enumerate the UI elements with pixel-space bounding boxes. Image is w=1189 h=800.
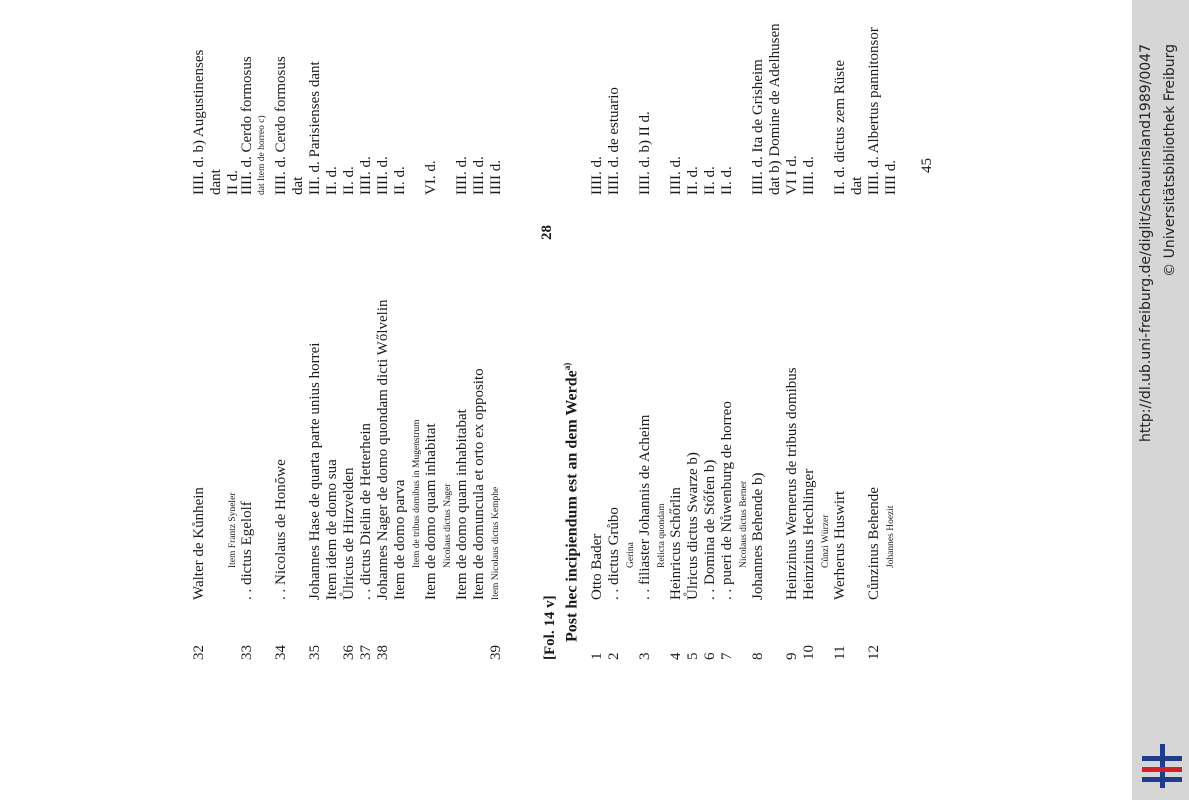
entry-amount: IIII. d. Ita de Grisheim (750, 59, 766, 195)
entry-text: Ůlricus dictus Swarze b) (685, 452, 701, 600)
entry-amount: IIII. d. (668, 156, 684, 195)
interlinear-note: Item Nicolaus dictus Kemphe (491, 486, 501, 600)
entry-amount: II. d. (341, 166, 357, 195)
entry-number: 32 (191, 645, 207, 660)
interlinear-note: Gerina (626, 542, 636, 568)
entry-amount: IIII. d. (801, 156, 817, 195)
entry-text: . . filiaster Johannis de Acheim (637, 414, 653, 600)
entry-amount: II. d. (324, 166, 340, 195)
entry-amount: IIII. d. (358, 156, 374, 195)
entry-amount: IIII. d. (589, 156, 605, 195)
entry-text: . . dictus Dielin de Hetterhein (358, 422, 374, 600)
entry-number: 38 (375, 645, 391, 660)
entry-number: 10 (801, 645, 817, 660)
entry-amount: dant (208, 169, 224, 195)
interlinear-note: Nicolaus dictus Nager (443, 483, 453, 568)
entry-amount: II. d. (719, 166, 735, 195)
folio-marker: [Fol. 14 v] (542, 595, 558, 660)
page-number: 45 (919, 158, 935, 173)
interlinear-note: Nicolaus dictus Berner (739, 480, 749, 568)
entry-number: 39 (488, 645, 504, 660)
sidebar-text (1132, 0, 1189, 800)
entry-text: Heinzinus Hechlinger (801, 468, 817, 600)
entry-text: Item de domo parva (392, 479, 408, 600)
entry-amount: dat (290, 176, 306, 195)
ub-freiburg-logo-icon[interactable] (1140, 742, 1184, 790)
entry-amount: IIII. d. b) Augustinenses (191, 49, 207, 195)
entry-number: 5 (685, 652, 701, 660)
entry-text: Ůlricus de Hirzvelden (341, 467, 357, 600)
entry-amount: IIII. d. b) II d. (637, 111, 653, 195)
entry-text: Walter de Kůnhein (191, 487, 207, 600)
entry-amount: IIII. d. Cerdo formosus (239, 56, 255, 195)
entry-text: Item idem de domo sua (324, 459, 340, 600)
entry-text: . . Nicolaus de Honŏwe (273, 459, 289, 600)
entry-amount: IIII. d. (454, 156, 470, 195)
entry-number: 36 (341, 645, 357, 660)
entry-amount: dat (849, 176, 865, 195)
entry-amount: IIII. d. (471, 156, 487, 195)
entry-amount: IIII. d. de estuario (606, 87, 622, 195)
entry-text: Heinzinus Wernerus de tribus domibus (784, 367, 800, 600)
entry-amount: IIII. d. Cerdo formosus (273, 56, 289, 195)
sidebar (1132, 0, 1189, 800)
entry-number: 4 (668, 652, 684, 660)
entry-text: Johannes Nager de domo quondam dicti Wőlvelin (375, 299, 391, 600)
entry-amount: dat Item de horreo c) (257, 115, 267, 195)
entry-number: 2 (606, 652, 622, 660)
entry-text: Johannes Hase de quarta parte unius horrei (307, 342, 323, 600)
heading-footnote-marker: a) (562, 362, 572, 371)
entry-amount: II. d. (702, 166, 718, 195)
entry-number: 7 (719, 652, 735, 660)
entry-number: 35 (307, 645, 323, 660)
entry-amount: III. d. Parisienses dant (307, 61, 323, 195)
entry-text: Werherus Huswirt (832, 490, 848, 600)
entry-amount: IIII d. (488, 160, 504, 195)
entry-text: Item de domo quam inhabitabat (454, 409, 470, 600)
entry-text: . . dictus Grůbo (606, 507, 622, 600)
entry-text: . . Domina de Stőfen b) (702, 459, 718, 600)
interlinear-note: Item de tribus domibus in Mugenstrum (412, 419, 422, 568)
entry-number: 11 (832, 645, 848, 660)
entry-number: 9 (784, 652, 800, 660)
entry-number: 1 (589, 652, 605, 660)
entry-text: Otto Bader (589, 533, 605, 600)
copyright-text: © Universitätsbibliothek Freiburg (1162, 44, 1178, 277)
source-url-link[interactable]: http://dl.ub.uni-freiburg.de/diglit/schauinsland1989/0047 (1138, 44, 1154, 442)
entry-number: 8 (750, 652, 766, 660)
entry-amount: dat b) Domine de Adelhusen (767, 23, 783, 195)
entry-number: 6 (702, 652, 718, 660)
entry-text: Cůnzinus Behende (866, 487, 882, 600)
entry-amount: VI. d. (423, 160, 439, 195)
entry-number: 3 (637, 652, 653, 660)
entry-amount: VI I d. (784, 155, 800, 195)
entry-amount: II. d. dictus zem Rüste (832, 60, 848, 195)
entry-text: Heinricus Schőrlin (668, 487, 684, 600)
section-heading: Post hec incipiendum est an dem Werde$^{a)}$ (562, 362, 581, 642)
entry-text: Item de domuncula et orto ex opposito (471, 368, 487, 600)
entry-amount: II. d. (392, 166, 408, 195)
entry-amount: II d. (225, 170, 241, 195)
interlinear-note: Relicta quondam (657, 503, 667, 568)
section-number: 28 (539, 225, 555, 240)
entry-number: 37 (358, 645, 374, 660)
entry-text: Item de domo quam inhabitat (423, 423, 439, 600)
entry-amount: IIII. d. Albertus pannitonsor (866, 27, 882, 195)
entry-amount: IIII d. (883, 160, 899, 195)
entry-text: . . dictus Egelolf (239, 501, 255, 600)
entry-text: . . pueri de Nůwenburg de horreo (719, 401, 735, 600)
entry-number: 34 (273, 645, 289, 660)
interlinear-note: Item Frantz Syneler (228, 492, 238, 568)
entry-amount: IIII. d. (375, 156, 391, 195)
entry-text: Johannes Behende b) (750, 472, 766, 600)
entry-amount: II. d. (685, 166, 701, 195)
interlinear-note: Cůnzi Würzer (821, 514, 831, 568)
interlinear-note: Johannes Hoezit (886, 505, 896, 568)
entry-number: 33 (239, 645, 255, 660)
entry-number: 12 (866, 645, 882, 660)
